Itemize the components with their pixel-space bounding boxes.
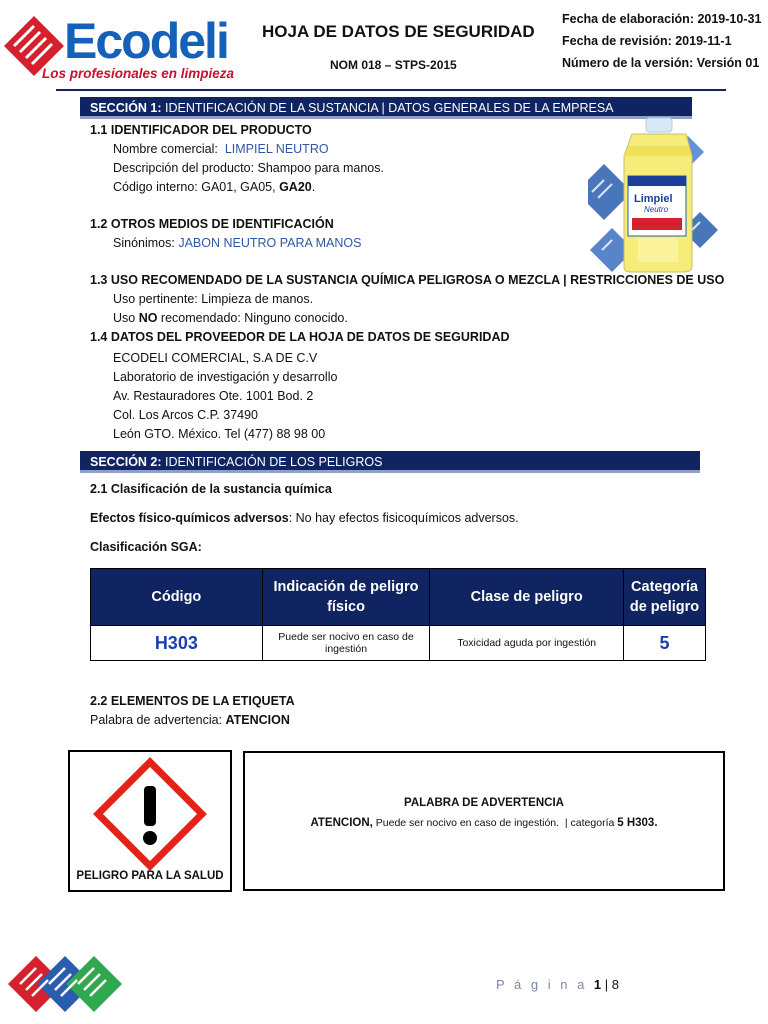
product-bottle-icon xyxy=(588,116,720,276)
pictogram-box xyxy=(68,750,232,892)
efectos-adversos xyxy=(90,511,519,525)
document-dates xyxy=(562,8,761,74)
page-label: P á g i n a xyxy=(496,977,594,992)
proveedor-line: León GTO. México. Tel (477) 88 98 00 xyxy=(113,427,326,441)
section-2-bar xyxy=(80,451,700,473)
nombre-comercial xyxy=(113,142,329,156)
sinonimos-value: JABON NEUTRO PARA MANOS xyxy=(178,236,362,250)
table-header: Categoría de peligro xyxy=(623,569,705,626)
table-cell-indicacion: Puede ser nocivo en caso de ingestión xyxy=(262,626,430,661)
page-indicator xyxy=(496,977,619,992)
efectos-text: : No hay efectos fisicoquímicos adversos. xyxy=(288,511,519,525)
footer-logo-icon xyxy=(6,950,124,1020)
table-cell-clase: Toxicidad aguda por ingestión xyxy=(430,626,624,661)
section-1-number: SECCIÓN 1: xyxy=(90,101,162,115)
uso-no-suffix: recomendado: Ninguno conocido. xyxy=(157,311,348,325)
proveedor-line: Laboratorio de investigación y desarrollo xyxy=(113,370,338,384)
uso-no-recomendado xyxy=(113,311,348,325)
sinonimos-label: Sinónimos: xyxy=(113,236,179,250)
proveedor-line: Av. Restauradores Ote. 1001 Bod. 2 xyxy=(113,389,314,403)
heading-1-2: 1.2 OTROS MEDIOS DE IDENTIFICACIÓN xyxy=(90,217,334,231)
table-header: Clase de peligro xyxy=(430,569,624,626)
header-rule xyxy=(56,89,726,91)
section-2-number: SECCIÓN 2: xyxy=(90,455,162,469)
proveedor-block xyxy=(113,349,337,444)
norm-reference: NOM 018 – STPS-2015 xyxy=(330,58,457,72)
bottle-label-2: Neutro xyxy=(644,205,669,214)
table-header-row xyxy=(91,569,706,626)
table-cell-codigo: H303 xyxy=(91,626,263,661)
exclamation-hazard-icon xyxy=(92,756,208,872)
sinonimos xyxy=(113,236,361,250)
efectos-label: Efectos físico-químicos adversos xyxy=(90,511,289,525)
advertencia-bold-1: ATENCION, xyxy=(310,817,373,829)
proveedor-line: ECODELI COMERCIAL, S.A DE C.V xyxy=(113,351,318,365)
clasificacion-sga-label: Clasificación SGA: xyxy=(90,540,202,554)
ecodeli-logo xyxy=(2,10,242,82)
logo-name: Ecodeli xyxy=(64,13,228,69)
uso-pertinente: Uso pertinente: Limpieza de manos. xyxy=(113,292,314,306)
page-separator: | xyxy=(601,977,612,992)
document-title: HOJA DE DATOS DE SEGURIDAD xyxy=(262,22,535,41)
table-cell-categoria: 5 xyxy=(623,626,705,661)
page-total: 8 xyxy=(611,977,619,992)
fecha-elaboracion: Fecha de elaboración: 2019-10-31 xyxy=(562,12,762,26)
pictogram-caption: PELIGRO PARA LA SALUD xyxy=(76,870,224,882)
version-number: Número de la versión: Versión 01 xyxy=(562,56,760,70)
advertencia-title: PALABRA DE ADVERTENCIA xyxy=(404,797,564,809)
nombre-label: Nombre comercial: xyxy=(113,142,225,156)
nombre-value: LIMPIEL NEUTRO xyxy=(224,142,329,156)
advertencia-bold-2: 5 H303. xyxy=(617,817,658,829)
heading-2-2: 2.2 ELEMENTOS DE LA ETIQUETA xyxy=(90,694,295,708)
section-1-title: IDENTIFICACIÓN DE LA SUSTANCIA | DATOS GENERALES DE LA EMPRESA xyxy=(161,101,614,115)
proveedor-line: Col. Los Arcos C.P. 37490 xyxy=(113,408,258,422)
sga-table xyxy=(90,568,706,661)
heading-1-3: 1.3 USO RECOMENDADO DE LA SUSTANCIA QUÍMICA PELIGROSA O MEZCLA | RESTRICCIONES DE USO xyxy=(90,273,725,287)
heading-2-1: 2.1 Clasificación de la sustancia química xyxy=(90,482,332,496)
page-number: 1 xyxy=(593,977,602,992)
advertencia-box xyxy=(243,751,725,891)
bottle-label-1: Limpiel xyxy=(634,193,673,205)
heading-1-4: 1.4 DATOS DEL PROVEEDOR DE LA HOJA DE DATOS DE SEGURIDAD xyxy=(90,330,510,344)
palabra-value: ATENCION xyxy=(225,713,290,727)
uso-no-bold: NO xyxy=(138,311,158,325)
table-row xyxy=(91,626,706,661)
heading-1-1: 1.1 IDENTIFICADOR DEL PRODUCTO xyxy=(90,123,312,137)
table-header: Código xyxy=(91,569,263,626)
advertencia-text xyxy=(245,817,723,829)
descripcion-producto: Descripción del producto: Shampoo para manos. xyxy=(113,161,384,175)
product-image xyxy=(588,116,720,276)
palabra-label: Palabra de advertencia: xyxy=(90,713,226,727)
advertencia-body: Puede ser nocivo en caso de ingestión. | categoría xyxy=(372,817,618,829)
uso-no-prefix: Uso xyxy=(113,311,139,325)
codigo-prefix: Código interno: GA01, GA05, xyxy=(113,180,280,194)
logo-tagline: Los profesionales en limpieza xyxy=(42,66,235,81)
codigo-suffix: . xyxy=(311,180,316,194)
fecha-revision: Fecha de revisión: 2019-11-1 xyxy=(562,34,732,48)
codigo-bold: GA20 xyxy=(279,180,312,194)
codigo-interno xyxy=(113,180,315,194)
palabra-advertencia xyxy=(90,713,290,727)
section-2-title: IDENTIFICACIÓN DE LOS PELIGROS xyxy=(161,455,383,469)
table-header: Indicación de peligro físico xyxy=(262,569,430,626)
